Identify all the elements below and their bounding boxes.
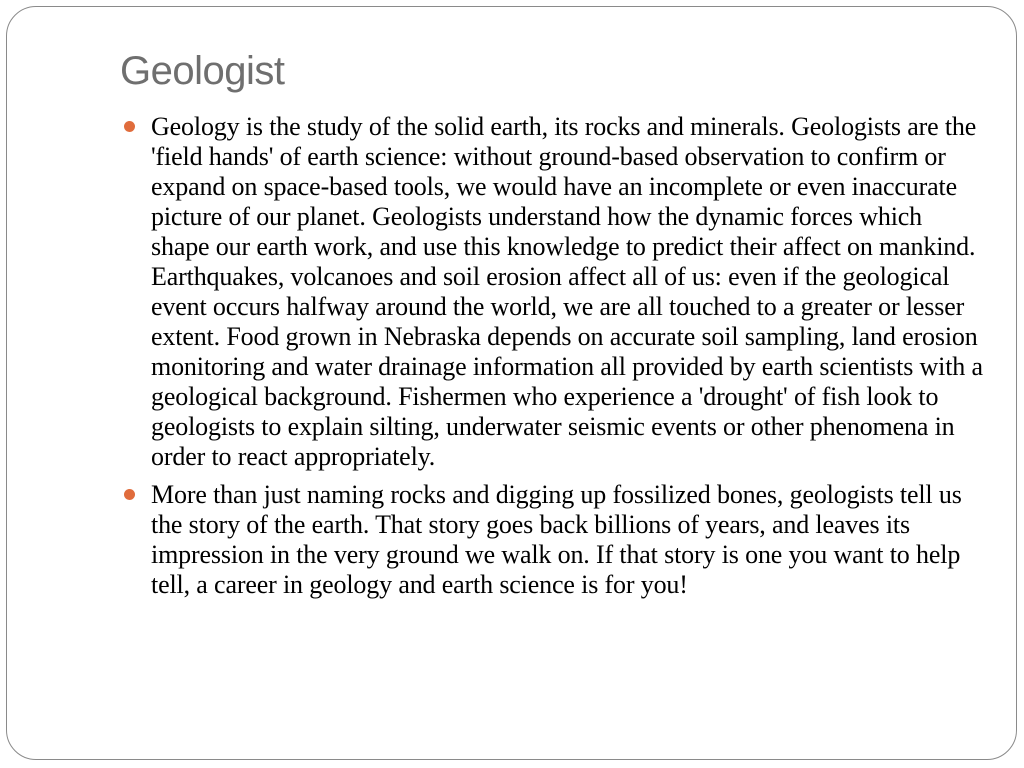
bullet-text: Geology is the study of the solid earth, its rocks and minerals. Geologists are the 'field hands' of earth science: without ground-based observation to confirm or expand on space-based tools, we would have an incomplete or even inaccurate picture of our planet. Geologists understand how the dynamic forces which shape our earth work, and use this knowledge to predict their affect on mankind. Earthquakes, volcanoes and soil erosion affect all of us: even if the geological event occurs halfway around the world, we are all touched to a greater or lesser extent. Food grown in Nebraska depends on accurate soil sampling, land erosion monitoring and water drainage information all provided by earth scientists with a geological background. Fishermen who experience a 'drought' of fish look to geologists to explain silting, underwater seismic events or other phenomena in order to react appropriately. <box>151 112 983 471</box>
bullet-list <box>123 112 985 608</box>
bullet-text: More than just naming rocks and digging up fossilized bones, geologists tell us the story of the earth. That story goes back billions of years, and leaves its impression in the very ground we walk on. If that story is one you want to help tell, a career in geology and earth science is for you! <box>151 480 962 599</box>
bullet-item <box>123 480 985 600</box>
bullet-item <box>123 112 985 472</box>
slide-frame <box>6 6 1017 760</box>
slide-title: Geologist <box>120 49 285 93</box>
bullet-dot-icon <box>124 489 135 500</box>
bullet-dot-icon <box>124 121 135 132</box>
